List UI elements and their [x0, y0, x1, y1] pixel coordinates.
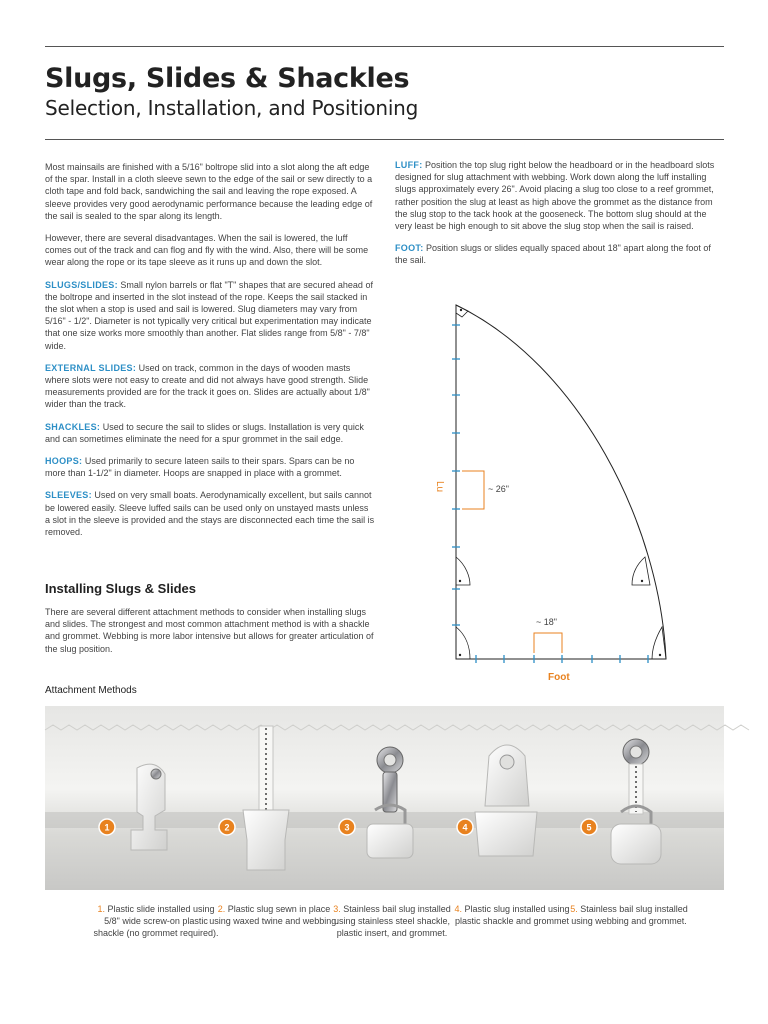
method-5-caption: 5. Stainless bail slug installed using webbing and grommet. — [570, 904, 688, 926]
installing-heading: Installing Slugs & Slides — [45, 581, 196, 596]
position-text: Position the top slug right below the headboard or in the headboard slots designed for slug attachment with webbing. Work down along the luff installing slugs approximately every 26". Avoid placing a slug too close to a reef grommet, rather position the slug at least as high above the grommet as the distance from the slug stop to the tack hook at the gooseneck. The bottom slug should at the very least be high enough to sit above the slug stop when the sail is raised. — [395, 160, 715, 232]
position-foot — [395, 242, 725, 266]
luff-label: Lu — [434, 481, 445, 493]
caption-number: 5 — [570, 904, 576, 914]
page-subtitle: Selection, Installation, and Positioning — [45, 96, 419, 120]
method-4-caption: 4. Plastic slug installed using plastic shackle and grommet — [454, 904, 570, 926]
caption-text: Stainless bail slug installed using stainless steel shackle, plastic insert, and grommet. — [333, 904, 451, 938]
caption-number: 3 — [333, 904, 339, 914]
foot-spacing-label: ~ 18" — [536, 617, 557, 627]
type-hoops — [45, 455, 375, 479]
type-keyword: SHACKLES: — [45, 421, 101, 432]
type-external-slides — [45, 362, 375, 411]
caption-text: Plastic slug sewn in place using waxed twine and webbing. — [209, 904, 339, 926]
page-title: Slugs, Slides & Shackles — [45, 63, 410, 94]
type-text: Used primarily to secure lateen sails to their spars. Spars can be no more than 1-1/2" in diameter. Hoops are snapped in place with a grommet. — [45, 456, 355, 479]
caption-text: Plastic slide installed using 5/8" wide screw-on plastic shackle (no grommet required). — [93, 904, 219, 938]
reef-grommet-luff — [459, 580, 461, 582]
type-shackles — [45, 421, 375, 445]
method-3-caption: 3. Stainless bail slug installed using stainless steel shackle, plastic insert, and grommet. — [333, 904, 451, 938]
installing-paragraph: There are several different attachment methods to consider when installing slugs and slides. The strongest and most common attachment method is with a shackle and grommet. Webbing is more labor intensive but allows for greater articulation of the slug position. — [45, 607, 374, 654]
caption-text: Plastic slug installed using plastic shackle and grommet — [454, 904, 570, 926]
type-keyword: EXTERNAL SLIDES: — [45, 362, 137, 373]
luff-spacing-label: ~ 26" — [488, 484, 509, 494]
type-text: Used to secure the sail to slides or slugs. Installation is very quick and can sometimes eliminate the need for a spur grommet in the sail edge. — [45, 421, 364, 444]
reef-grommet-leech — [641, 580, 643, 582]
svg-text:2: 2 — [224, 822, 230, 833]
intro-paragraph-1: Most mainsails are finished with a 5/16" boltrope slid into a slot along the aft edge of the spar. Install in a cloth sleeve sewn to the edge of the sail or sew directly to a cloth tape and fold back, sandwiching the sail and leaving the rope exposed. A sleeve provides very good aerodynamic performance because the leading edge of the sail is sealed to the spar along its length. — [45, 162, 373, 221]
left-column — [45, 161, 375, 548]
method-4-badge — [457, 819, 473, 835]
top-rule — [45, 46, 724, 47]
method-3-badge — [339, 819, 355, 835]
method-2-caption: 2. Plastic slug sewn in place using waxed twine and webbing. — [209, 904, 339, 926]
sail-outline — [456, 305, 666, 659]
type-sleeves — [45, 489, 375, 538]
svg-text:1: 1 — [104, 822, 110, 833]
intro-paragraph-2: However, there are several disadvantages. When the sail is lowered, the luff comes out of the track and can flog and fly with the wind. Also, there will be some wear along the rope or its tape sleeve as it runs up and down the slot. — [45, 233, 369, 268]
head-grommet — [460, 309, 462, 311]
type-keyword: HOOPS: — [45, 456, 83, 467]
caption-number: 4 — [454, 904, 460, 914]
type-text: Used on track, common in the days of wooden masts where slots were not easy to create and did not always have good strength. Slide measurements provided are for the track it goes on. Slides are actually about 1/8" wider than the track. — [45, 362, 370, 410]
foot-label: Foot — [548, 672, 570, 683]
right-column — [395, 159, 725, 277]
svg-text:3: 3 — [344, 822, 350, 833]
position-luff — [395, 159, 725, 232]
svg-text:5: 5 — [586, 822, 592, 833]
caption-text: Stainless bail slug installed using webbing and grommet. — [571, 904, 688, 926]
header-rule — [45, 139, 724, 140]
type-keyword: SLEEVES: — [45, 490, 92, 501]
clew-grommet — [659, 654, 661, 656]
tack-grommet — [459, 654, 461, 656]
position-keyword: FOOT: — [395, 243, 424, 254]
method-1-badge — [99, 819, 115, 835]
attachment-methods-photo — [45, 706, 724, 890]
type-keyword: SLUGS/SLIDES: — [45, 279, 118, 290]
method-2-badge — [219, 819, 235, 835]
position-text: Position slugs or slides equally spaced about 18" apart along the foot of the sail. — [395, 243, 711, 266]
type-text: Used on very small boats. Aerodynamically excellent, but sails cannot be lowered easily. Sleeve luffed sails can be used only on unstayed masts unless a slot in the sleeve is provided and the stays are disconnected each time the sail is removed. — [45, 490, 375, 538]
caption-number: 2 — [217, 904, 223, 914]
type-slugs-slides — [45, 279, 375, 352]
attachment-methods-label: Attachment Methods — [45, 685, 137, 696]
method-1-caption: 1. Plastic slide installed using 5/8" wide screw-on plastic shackle (no grommet required). — [93, 904, 219, 938]
type-text: Small nylon barrels or flat "T" shapes that are secured ahead of the boltrope and inserted in the slot instead of the rope. Keeps the sail stacked in the slot when a stop is used and sail is lowered. Slug diameters may vary from 5/16" - 1/2". Diameter is not typically very critical but experimentation may indicate that one size works more smoothly than another. Flat slides range from 5/8" - 7/8" wide. — [45, 279, 373, 351]
sail-diagram — [434, 295, 710, 685]
method-5-badge — [581, 819, 597, 835]
caption-number: 1 — [97, 904, 103, 914]
svg-text:4: 4 — [462, 822, 468, 833]
position-keyword: LUFF: — [395, 160, 423, 170]
